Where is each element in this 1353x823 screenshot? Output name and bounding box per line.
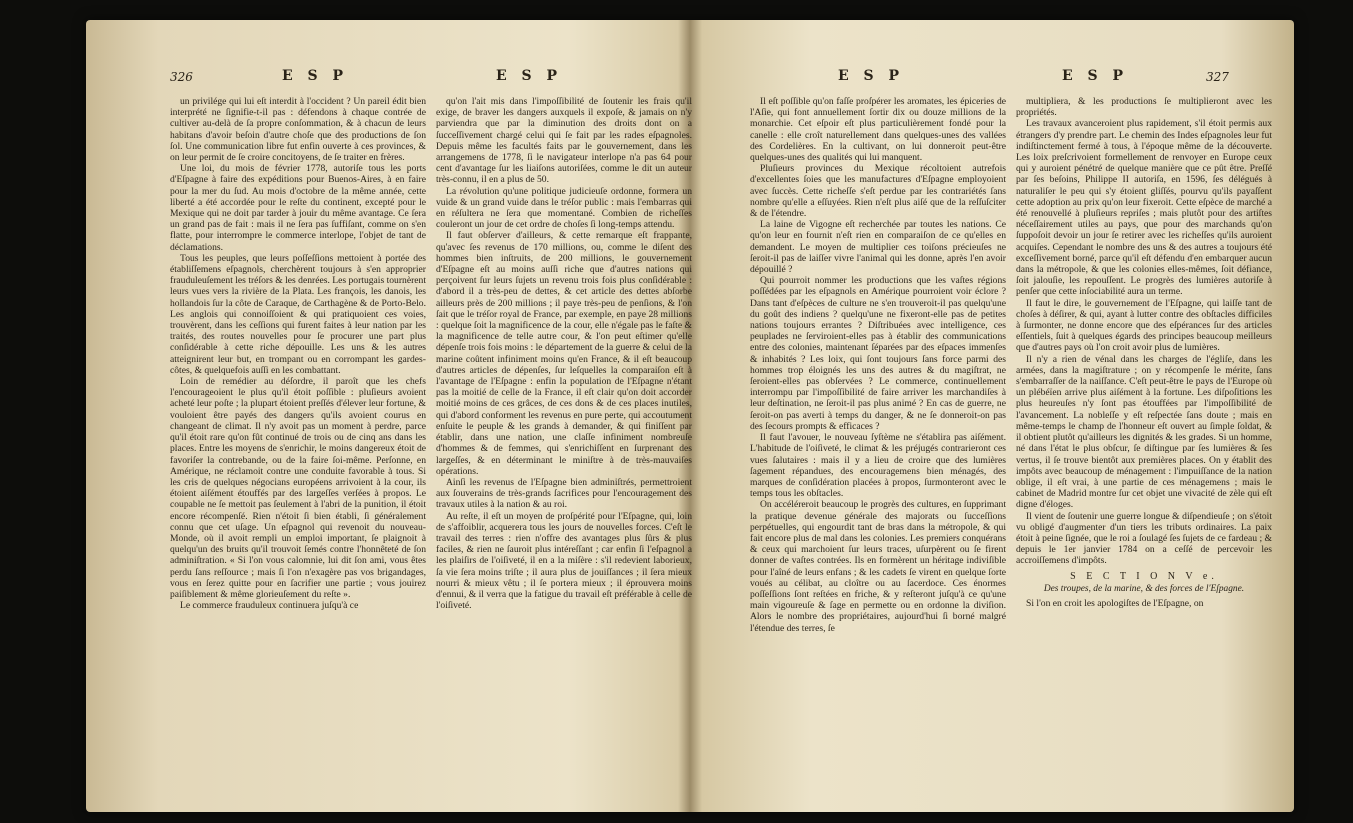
- paragraph: Si l'on en croit les apologiſtes de l'Eſpagne, on: [1026, 597, 1204, 609]
- paragraph: multipliera, & les productions ſe multiplieront avec les propriétés.: [1016, 96, 1272, 119]
- paragraph: Au reſte, il eſt un moyen de proſpérité pour l'Eſpagne, qui, loin de s'affoiblir, acquerera tous les jours de nouvelles forces. C'eſt le travail des terres : rien n'offre des avantages plus ſûrs & plus faciles, & rien ne ſauroit plus intéreſſant ; car enfin ſi l'eſpagnol a les plaiſirs de l'oiſiveté, il en a la miſère : s'il redevient laborieux, ſa vie ſera moins triſte ; il aura plus de jouiſſances ; il ſera mieux nourri & mieux vêtu ; il ſe portera mieux ; il éprouvera moins d'ennui, & il verra que la fatigue du travail eſt préférable à celle de l'oiſiveté.: [436, 510, 692, 612]
- paragraph: On accéléreroit beaucoup le progrès des cultures, en ſupprimant la pratique devenue générale des majorats ou ſucceſſions perpétuelles, qui engourdit tant de bras dans la métropole, & qui fait encore plus de mal dans les colonies. Les premiers conquérans & ceux qui marchoient ſur leurs traces, uſurpèrent ou ſe firent donner de vaſtes contrées. Ils en formèrent un héritage indiviſible pour l'aîné de leurs enfans ; & les cadets ſe virent en quelque ſorte voués au célibat, au cloître ou au ſacerdoce. Ces énormes poſſeſſions ſont reſtées en friche, & y reſteront juſqu'à ce qu'une main vigoureuſe & ſage en permette ou en ordonne la diviſion. Alors le nombre des propriétaires, aujourd'hui ſi borné malgré l'étendue des terres, ſe: [750, 499, 1006, 634]
- running-head-right: E S P: [1062, 68, 1129, 84]
- paragraph: Il n'y a rien de vénal dans les charges de l'égliſe, dans les armées, dans la magiſtrature ; on y récompenſe le mérite, ſans s'embarraſſer de la naiſſance. C'eſt peut-être le pays de l'Europe où un plébéïen arrive plus aiſément à la fortune. Les diſpoſitions les plus heureuſes n'y ſont pas étouffées par l'impoſſibilité de l'avancement. La nobleſſe y eſt reſpectée ſans doute ; mais en même-temps le champ de l'honneur eſt ouvert au ſimple ſoldat, & il obtient plutôt qu'ailleurs les dignités & les grades. Si un homme, né dans l'état le plus obſcur, ſe diſtingue par ſes lumières & ſes vertus, il ſe trouve bientôt aux premières places. On y établit des impôts avec beaucoup de ménagement : l'impuiſſance de la nation oblige, il eſt vrai, à une partie de ces ménagemens ; mais le cabinet de Madrid montre ſur cet objet une vivacité de zèle qui eſt digne d'éloges.: [1016, 353, 1272, 511]
- right-page-header: [690, 68, 1294, 90]
- paragraph: Il eſt poſſible qu'on faſſe proſpérer les aromates, les épiceries de l'Aſie, qui font annuellement ſortir dix ou douze millions de la monarchie. Cet eſpoir eſt plus particulièrement fondé pour la canelle : elle croît naturellement dans quelques-unes des vallées des Cordelières. En la cultivant, on lui donneroit peut-être quelques-unes des qualités qui lui manquent.: [750, 96, 1006, 164]
- page-number: 327: [1206, 70, 1229, 84]
- paragraph: Le commerce frauduleux continuera juſqu'à ce: [180, 600, 359, 612]
- paragraph: Les travaux avanceroient plus rapidement, s'il étoit permis aux étrangers d'y prendre part. Le chemin des Indes eſpagnoles leur fut indiſtinctement fermé à tous, à l'époque même de la découverte. Les loix preſcrivoient formellement de renvoyer en Europe ceux qui y auroient pénétré de quelque manière que ce pût être. Preſſé par ſes beſoins, Philippe II autoriſa, en 1596, ſes délégués à naturaliſer le peu qui s'y étoient gliſſés, pourvu qu'ils payaſſent cette adoption au prix qu'on leur fixeroit. Cette eſpèce de marché a été renouvellé à pluſieurs repriſes ; mais plutôt pour des artiſtes néceſſairement utiles au pays, que pour des marchands qu'on ſuppoſoit devoir un jour ſe retirer avec les richeſſes qu'ils auroient acquiſes. Cependant le nombre des uns & des autres a toujours été exceſſivement borné, parce qu'il eſt défendu d'en embarquer aucun dans la métropole, & que les colonies elles-mêmes, ſoit défiance, ſoit jalouſie, les repouſſent. Le progrès des lumières autoriſe à penſer que cette inſociabilité aura un terme.: [1016, 118, 1272, 298]
- page-number: 326: [170, 70, 193, 84]
- paragraph: Tous les peuples, que leurs poſſeſſions mettoient à portée des établiſſemens eſpagnols, cherchèrent toujours à s'en approprier frauduleuſement les tréſors & les denrées. Les portugais tournèrent leurs vues vers la rivière de la Plata. Les françois, les danois, les hollandois ſur la côte de Caraque, de Carthagène & de Porto-Belo. Les anglois qui connoiſſoient & qui pratiquoient ces voies, trouvèrent, dans les ceſſions qui furent faites à leur nation par les traités, des routes nouvelles pour ſe procurer une part plus conſidérable à cette riche dépouille. Les uns & les autres atteignirent leur but, en trompant ou en corrompant les gardes-côtes, & quelquefois auſſi en les combattant.: [170, 252, 426, 376]
- paragraph: La révolution qu'une politique judicieuſe ordonne, formera un vuide & un grand vuide dans le tréſor public : mais l'embarras qui en réſultera ne ſera que momentané. Combien de richeſſes couleront un jour de cet ordre de choſes ſi long-temps attendu.: [436, 185, 692, 231]
- left-page-column-1: [170, 96, 426, 776]
- right-page-column-1: [750, 96, 1006, 776]
- section-subtitle: Des troupes, de la marine, & des forces de l'Eſpagne.: [1043, 583, 1245, 594]
- right-page-column-2: [1016, 96, 1272, 776]
- paragraph: Il faut obſerver d'ailleurs, & cette remarque eſt frappante, qu'avec ſes revenus de 170 millions, ou, comme le diſent des hommes bien inſtruits, de 200 millions, le gouvernement d'Eſpagne eſt au moins auſſi riche que d'autres nations qui perçoivent ſur leurs ſujets un revenu trois fois plus conſidérable : d'abord il a très-peu de dettes, & cet article des dettes abſorbe ailleurs près de 200 millions ; il paye très-peu de penſions, & l'on ſait que le tréſor royal de France, par exemple, en paye 28 millions : quelque ſoit la magnificence de la cour, elle n'égale pas le faſte & la magnificence de telle autre cour, & l'on peut eſtimer qu'elle dépenſe trois fois moins : le département de la guerre & celui de la marine coûtent infiniment moins qu'en France, & il eſt beaucoup d'autres articles de dépenſes, ſur leſquelles la comparaiſon eſt à l'avantage de l'Eſpagne : enfin la population de l'Eſpagne n'étant pas la moitié de celle de la France, il eſt clair qu'on doit accorder moitié moins de ces grâces, de ces dons & de ces places inutiles, qui d'abord conforment les revenus en pure perte, qui accoutument enſuite le peuple & les grands à demander, & qui finiſſent par établir, dans une nation, une claſſe infiniment nombreuſe d'hommes & de femmes, qui s'enrichiſſent en ſurprenant des largeſſes, & en déterminant le miniſtre à de très-mauvaiſes opérations.: [436, 230, 692, 477]
- right-page: [690, 20, 1294, 812]
- paragraph: Il vient de ſoutenir une guerre longue & diſpendieuſe ; on s'étoit vu obligé d'augmenter d'un tiers les tributs ordinaires. La paix étoit à peine ſignée, que le roi a ſoulagé ſes ſujets de ce fardeau ; & depuis le 1er janvier 1784 on a ceſſé de percevoir les accroiſſemens d'impôts.: [1016, 510, 1272, 567]
- section-title: S E C T I O N V e.: [1070, 570, 1218, 582]
- paragraph: qu'on l'ait mis dans l'impoſſibilité de ſoutenir les frais qu'il exige, de braver les dangers auxquels il expoſe, & jamais on n'y parviendra que par la diminution des droits dont on a ſucceſſivement chargé celui qui ſe fait par les rades eſpagnoles. Depuis même les facultés faits par le gouvernement, dans les arrangemens de 1778, ſi le navigateur interlope n'a pas 64 pour cent d'avantage ſur les liaiſons autoriſées, comme le dit un auteur très-connu, il en a plus de 50.: [436, 96, 692, 186]
- paragraph: La laine de Vigogne eſt recherchée par toutes les nations. Ce qu'on leur en fournit n'eſt rien en comparaiſon de ce qu'elles en demandent. Le moyen de multiplier ces toiſons précieuſes ne ſeroit-il pas de laiſſer vivre l'animal qui les donne, après l'en avoir dépouillé ?: [750, 219, 1006, 276]
- paragraph: Qui pourroit nommer les productions que les vaſtes régions poſſédées par les eſpagnols en Amérique pourroient voir éclore ? Dans tant d'eſpèces de culture ne s'en trouveroit-il pas quelqu'une du goût des indiens ? quelqu'une ne fixeront-elle pas de petites nations toujours errantes ? Diſtribuées avec intelligence, ces peuplades ne ſerviroient-elles pas à établir des communications entre des colonies, maintenant ſéparées par des eſpaces immenſes & inhabités ? Les loix, qui ſont toujours ſans force parmi des hommes trop éloignés les uns des autres & du magiſtrat, ne ſeroient-elles pas obſervées ? Le commerce, continuellement interrompu par l'impoſſibilité de faire arriver les marchandiſes à leur deſtination, ne ſeroit-il pas plus animé ? En cas de guerre, ne ſeroit-on pas averti à temps du danger, & ne ſe donneroit-on pas des ſecours prompts & efficaces ?: [750, 275, 1006, 432]
- right-page-column-2-body: [1016, 96, 1272, 567]
- running-head-right: E S P: [496, 68, 563, 84]
- paragraph: Une loi, du mois de février 1778, autoriſe tous les ports d'Eſpagne à faire des expéditions pour Buenos-Aires, à en faire pour la mer du ſud. Au mois d'octobre de la même année, cette liberté a été accordée pour le reſte du continent, excepté pour le Mexique qui ne doit par tarder à jouir du même avantage. Ce ſera un grand pas de fait : mais il ne ſera pas ſuffiſant, comme on s'en flatte, pour interrompre le commerce interlope, l'objet de tant de déclamations.: [170, 163, 426, 253]
- paragraph: un privilége qui lui eſt interdit à l'occident ? Un pareil édit bien interprété ne ſignifie-t-il pas : défendons à chaque contrée de cultiver au-delà de ſa propre conſommation, & à chacun de leurs habitans d'avoir beſoin d'autre choſe que des productions de ſon ſol. Une communication libre fut enfin ouverte à ces provinces, & on leur permit de ſe croire concitoyens, de ſe traiter en frères.: [170, 96, 426, 164]
- left-page: [86, 20, 690, 812]
- paragraph: Pluſieurs provinces du Mexique récoltoient autrefois d'excellentes ſoies que les manufactures d'Eſpagne employoient avec ſuccès. Cette richeſſe s'eſt perdue par les contrariétés ſans nombre qu'elle a eſſuyées. Rien n'eſt plus aiſé que de la reſſuſciter & de l'étendre.: [750, 163, 1006, 220]
- paragraph: Il faut le dire, le gouvernement de l'Eſpagne, qui laiſſe tant de choſes à déſirer, & qui, ayant à lutter contre des obſtacles difficiles à ſurmonter, ne donne encore que des eſpérances ſur des articles eſſentiels, ſuit à quelques égards des principes beaucoup meilleurs que d'autres pays où l'on croit avoir plus de lumières.: [1016, 297, 1272, 354]
- paragraph: Loin de remédier au déſordre, il paroît que les chefs l'encourageoient le plus qu'il étoit poſſible : pluſieurs avoient acheté leur poſte ; la plupart étoient preſſés d'élever leur fortune, & vouloient être payés des dangers qu'ils avoient courus en changeant de climat. Il n'y avoit pas un moment à perdre, parce qu'il étoit rare qu'on fût continué de trois ou de cinq ans dans les places. Entre les moyens de s'enrichir, le moins dangereux étoit de favoriſer la contrebande, ou de la faire ſoi-même. Perſonne, en Amérique, ne réclamoit contre une conduite favorable à tous. Si les cris de quelques négocians européens arrivoient à la cour, ils étoient aiſément étouffés par des largeſſes verſées à propos. Le coupable ne ſe mettoit pas ſeulement à l'abri de la punition, il étoit encore récompenſé. Rien n'étoit ſi bien établi, ſi généralement connu que cet uſage. Un eſpagnol qui revenoit du nouveau-Monde, où il avoit rempli un emploi important, ſe plaignoit à quelqu'un des bruits qu'il trouvoit ſemés contre l'honnêteté de ſon adminiſtration. « Si l'on vous calomnie, lui dit ſon ami, vous êtes perdu ſans reſſource ; mais ſi l'on n'exagère pas vos brigandages, vous en ſerez quitte pour en ſacrifier une partie ; vous jouirez paiſiblement & même glorieuſement du reſte ».: [170, 376, 426, 600]
- left-page-header: [86, 68, 690, 90]
- running-head-left: E S P: [838, 68, 905, 84]
- left-page-column-2: [436, 96, 692, 776]
- paragraph: Il faut l'avouer, le nouveau ſyſtème ne s'établira pas aiſément. L'habitude de l'oiſiveté, le climat & les préjugés contrarieront ces vues ſalutaires : mais il y a lieu de croire que des lumières ſagement répandues, des encouragemens bien ménagés, des marques de conſidération placées à propos, ſurmonteront avec le temps tous les obſtacles.: [750, 432, 1006, 500]
- paragraph: Ainſi les revenus de l'Eſpagne bien adminiſtrés, permettroient aux ſouverains de très-grands ſacrifices pour l'encouragement des travaux utiles à la nation & au roi.: [436, 476, 692, 511]
- book-spread: [86, 20, 1294, 812]
- running-head-left: E S P: [282, 68, 349, 84]
